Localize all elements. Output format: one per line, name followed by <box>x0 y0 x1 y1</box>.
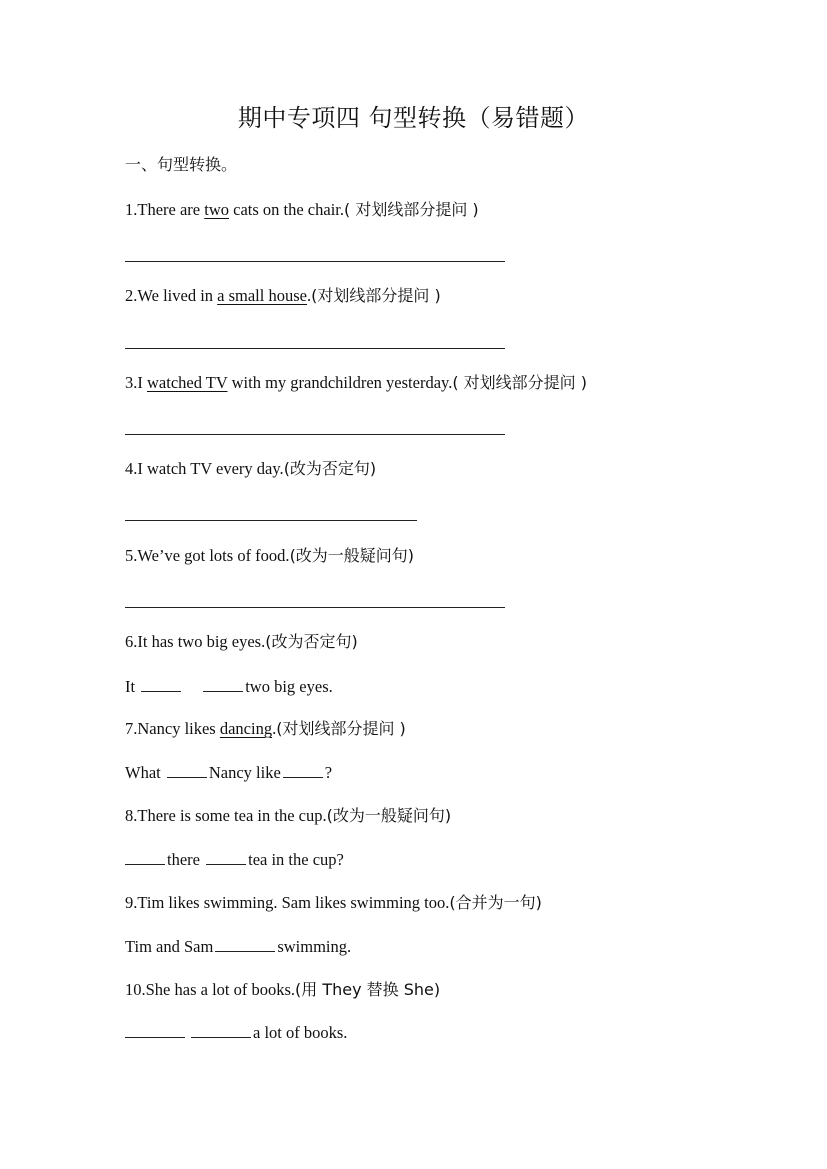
question-text: 2.We lived in <box>125 286 218 305</box>
blank-1[interactable] <box>141 675 181 692</box>
question-1 <box>125 198 479 222</box>
question-8 <box>125 804 451 828</box>
question-10 <box>125 978 440 1002</box>
page-title: 期中专项四 句型转换（易错题） <box>237 104 590 132</box>
answer-8 <box>125 848 344 872</box>
instruction-note: (改为一般疑问句) <box>326 806 452 825</box>
question-text: 10.She has a lot of books. <box>125 980 296 999</box>
answer-line-1[interactable] <box>125 261 505 262</box>
instruction-note: (改为一般疑问句) <box>289 546 415 565</box>
question-text: 1.There are <box>125 200 205 219</box>
instruction-note: ( 对划线部分提问 ) <box>344 200 479 219</box>
question-text: with my grandchildren yesterday. <box>227 373 453 392</box>
answer-text: a lot of books. <box>253 1023 348 1042</box>
instruction-note: (合并为一句) <box>449 893 542 912</box>
blank-2[interactable] <box>206 848 246 865</box>
underlined-phrase: watched TV <box>147 373 228 392</box>
answer-text: What <box>125 763 165 782</box>
answer-9 <box>125 935 351 959</box>
blank-2[interactable] <box>203 675 243 692</box>
underlined-phrase: dancing <box>219 719 273 738</box>
answer-text: swimming. <box>277 937 352 956</box>
instruction-note: (改为否定句) <box>283 459 377 478</box>
answer-text: It <box>125 677 140 696</box>
answer-text: ? <box>324 763 333 782</box>
answer-line-2[interactable] <box>125 348 505 349</box>
blank-1[interactable] <box>125 1021 185 1038</box>
answer-10 <box>125 1021 347 1045</box>
answer-line-3[interactable] <box>125 434 505 435</box>
question-3 <box>125 371 587 395</box>
answer-6 <box>125 675 333 699</box>
answer-text: two big eyes. <box>245 677 333 696</box>
question-text: cats on the chair. <box>229 200 345 219</box>
blank-1[interactable] <box>167 761 207 778</box>
question-6 <box>125 630 358 654</box>
blank-2[interactable] <box>283 761 323 778</box>
question-2 <box>125 284 441 308</box>
instruction-note: ( 对划线部分提问 ) <box>452 373 587 392</box>
blank-1[interactable] <box>215 935 275 952</box>
blank-2[interactable] <box>191 1021 251 1038</box>
answer-text: Nancy like <box>208 763 281 782</box>
question-text: 9.Tim likes swimming. Sam likes swimming too. <box>125 893 450 912</box>
question-4 <box>125 457 376 481</box>
question-text: . <box>272 719 277 738</box>
underlined-phrase: a small house <box>217 286 307 305</box>
answer-text: Tim and Sam <box>125 937 214 956</box>
instruction-note: (改为否定句) <box>265 632 358 651</box>
section-heading: 一、句型转换。 <box>125 155 238 174</box>
underlined-phrase: two <box>204 200 229 219</box>
question-text: 6.It has two big eyes. <box>125 632 266 651</box>
question-7 <box>125 717 406 741</box>
question-text: 5.We’ve got lots of food. <box>125 546 290 565</box>
instruction-note: (用 They 替换 She) <box>295 980 441 999</box>
question-text: 3.I <box>125 373 147 392</box>
question-5 <box>125 544 414 568</box>
question-9 <box>125 891 542 915</box>
answer-text: tea in the cup? <box>248 850 344 869</box>
answer-7 <box>125 761 332 785</box>
question-text: 4.I watch TV every day. <box>125 459 284 478</box>
question-text: 8.There is some tea in the cup. <box>125 806 327 825</box>
answer-line-4[interactable] <box>125 520 417 521</box>
instruction-note: (对划线部分提问 ) <box>276 719 406 738</box>
blank-1[interactable] <box>125 848 165 865</box>
answer-text: there <box>167 850 205 869</box>
question-text: 7.Nancy likes <box>125 719 220 738</box>
instruction-note: (对划线部分提问 ) <box>311 286 441 305</box>
answer-line-5[interactable] <box>125 607 505 608</box>
question-text: . <box>306 286 312 305</box>
